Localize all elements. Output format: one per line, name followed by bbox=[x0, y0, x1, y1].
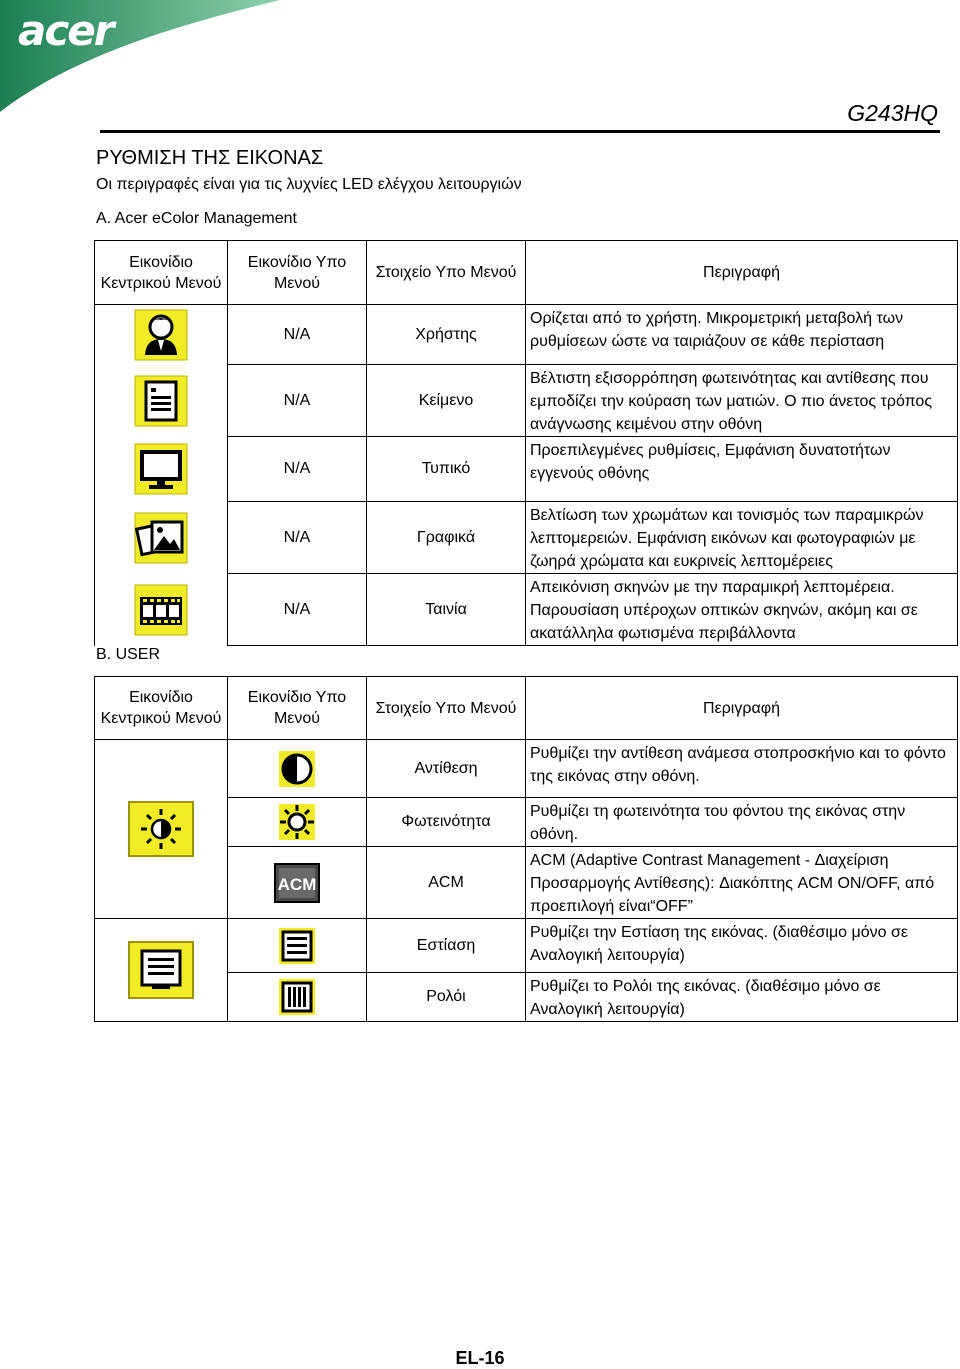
page-subtitle: Οι περιγραφές είναι για τις λυχνίες LED ελέγχου λειτουργιών bbox=[96, 176, 522, 193]
col-header-submenu-item: Στοιχείο Υπο Μενού bbox=[367, 677, 526, 740]
document-icon bbox=[134, 375, 188, 427]
description: Ρυθμίζει την Εστίαση της εικόνας. (διαθέσιμο μόνο σε Αναλογική λειτουργία) bbox=[526, 919, 958, 973]
section-a-heading: A. Acer eColor Management bbox=[96, 210, 297, 227]
header-logo-band bbox=[0, 0, 280, 112]
submenu-item: Ταινία bbox=[367, 574, 526, 646]
pictures-icon bbox=[134, 512, 188, 564]
submenu-item: Εστίαση bbox=[367, 919, 526, 973]
col-header-submenu-icon: Εικονίδιο Υπο Μενού bbox=[228, 241, 367, 305]
ecolor-table bbox=[94, 240, 958, 646]
table-row bbox=[95, 740, 958, 798]
description: Ρυθμίζει τη φωτεινότητα του φόντου της εικόνας στην οθόνη. bbox=[526, 798, 958, 847]
description: Ρυθμίζει το Ρολόι της εικόνας. (διαθέσιμο μόνο σε Αναλογική λειτουργία) bbox=[526, 973, 958, 1022]
monitor-icon bbox=[134, 443, 188, 495]
table-row bbox=[95, 365, 958, 437]
col-header-description: Περιγραφή bbox=[526, 677, 958, 740]
focus-clock-menu-icon bbox=[128, 941, 194, 999]
brightness-icon bbox=[278, 803, 316, 841]
submenu-item: Χρήστης bbox=[367, 305, 526, 365]
focus-icon bbox=[278, 927, 316, 965]
col-header-description: Περιγραφή bbox=[526, 241, 958, 305]
acm-icon bbox=[274, 863, 320, 903]
submenu-item: Γραφικά bbox=[367, 502, 526, 574]
table-row bbox=[95, 305, 958, 365]
submenu-icon-cell: N/A bbox=[228, 437, 367, 502]
submenu-item: ACM bbox=[367, 847, 526, 919]
description: Ρυθμίζει την αντίθεση ανάμεσα στοπροσκήνιο και το φόντο της εικόνας στην οθόνη. bbox=[526, 740, 958, 798]
submenu-item: Αντίθεση bbox=[367, 740, 526, 798]
description: Βελτίωση των χρωμάτων και τονισμός των παραμικρών λεπτομερειών. Εμφάνιση εικόνων και φωτογραφιών με ζωηρά χρώματα και ευκρινείς λεπτομέρειες bbox=[526, 502, 958, 574]
clock-icon bbox=[278, 978, 316, 1016]
table-row bbox=[95, 919, 958, 973]
submenu-icon-cell: N/A bbox=[228, 574, 367, 646]
model-name: G243HQ bbox=[847, 100, 938, 126]
col-header-main-icon: Εικονίδιο Κεντρικού Μενού bbox=[95, 241, 228, 305]
submenu-item: Ρολόι bbox=[367, 973, 526, 1022]
acm-icon-label: ACM bbox=[277, 874, 317, 894]
description: Απεικόνιση σκηνών με την παραμικρή λεπτομέρεια. Παρουσίαση υπέροχων οπτικών σκηνών, ακόμη και σε ακατάλληλα φωτισμένα περιβάλλοντα bbox=[526, 574, 958, 646]
acer-logo: acer bbox=[18, 6, 113, 55]
section-b-heading: B. USER bbox=[96, 646, 161, 663]
table-row bbox=[95, 437, 958, 502]
table-row bbox=[95, 502, 958, 574]
film-icon bbox=[134, 584, 188, 636]
page-title: ΡΥΘΜΙΣΗ ΤΗΣ ΕΙΚΟΝΑΣ bbox=[96, 147, 324, 169]
submenu-item: Τυπικό bbox=[367, 437, 526, 502]
submenu-item: Φωτεινότητα bbox=[367, 798, 526, 847]
contrast-icon bbox=[278, 750, 316, 788]
submenu-icon-cell: N/A bbox=[228, 365, 367, 437]
header-rule bbox=[100, 130, 940, 133]
user-icon bbox=[134, 309, 188, 361]
user-table bbox=[94, 676, 958, 1022]
submenu-item: Κείμενο bbox=[367, 365, 526, 437]
submenu-icon-cell: N/A bbox=[228, 502, 367, 574]
col-header-submenu-item: Στοιχείο Υπο Μενού bbox=[367, 241, 526, 305]
submenu-icon-cell: N/A bbox=[228, 305, 367, 365]
description: Προεπιλεγμένες ρυθμίσεις, Εμφάνιση δυνατοτήτων εγγενούς οθόνης bbox=[526, 437, 958, 502]
description: ACM (Adaptive Contrast Management - Διαχείριση Προσαρμογής Αντίθεσης): Διακόπτης ACM ON/OFF, από προεπιλογή είναι“OFF” bbox=[526, 847, 958, 919]
description: Ορίζεται από το χρήστη. Μικρομετρική μεταβολή των ρυθμίσεων ώστε να ταιριάζουν σε κάθε περίσταση bbox=[526, 305, 958, 365]
col-header-submenu-icon: Εικονίδιο Υπο Μενού bbox=[228, 677, 367, 740]
table-row bbox=[95, 574, 958, 646]
col-header-main-icon: Εικονίδιο Κεντρικού Μενού bbox=[95, 677, 228, 740]
description: Βέλτιστη εξισορρόπηση φωτεινότητας και αντίθεσης που εμποδίζει την κούραση των ματιών. Ο πιο άνετος τρόπος ανάγνωσης κειμένου στην οθόνη bbox=[526, 365, 958, 437]
brightness-contrast-menu-icon bbox=[128, 801, 194, 857]
page-number: EL-16 bbox=[455, 1348, 505, 1368]
